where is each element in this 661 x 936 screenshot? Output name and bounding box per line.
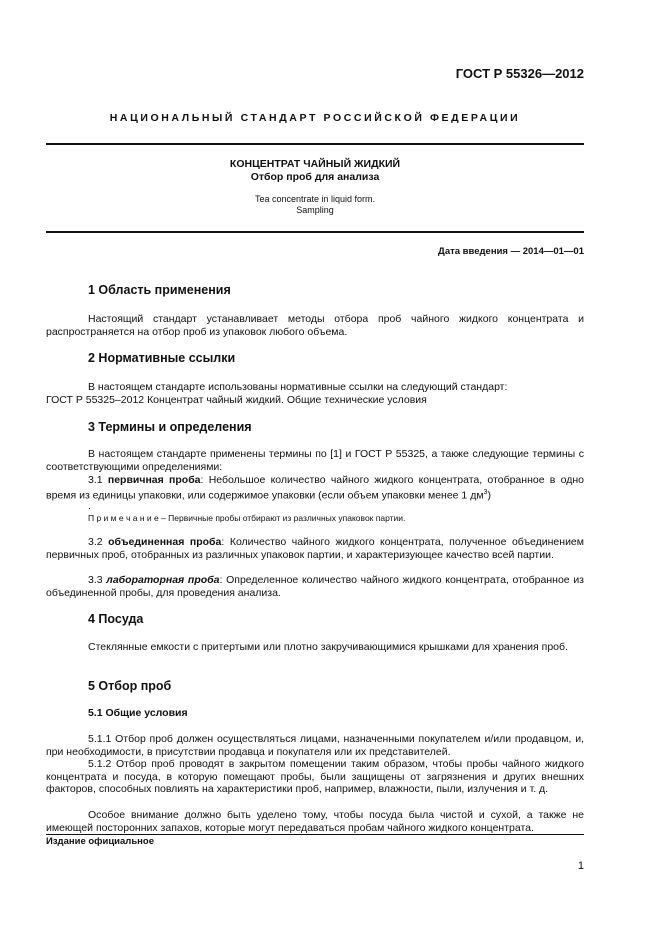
clause-5-1-1: 5.1.1 Отбор проб должен осуществляться лицами, назначенными покупателем и/или продавцом, и, при необходимости, в присутствии продавца и покупателя или их представителей. xyxy=(46,733,584,758)
term-3-3-number: 3.3 xyxy=(88,574,107,586)
section-2-line2: ГОСТ Р 55325–2012 Концентрат чайный жидкий. Общие технические условия xyxy=(46,394,427,406)
national-standard-banner: НАЦИОНАЛЬНЫЙ СТАНДАРТ РОССИЙСКОЙ ФЕДЕРАЦИИ xyxy=(109,112,521,124)
section-2-heading: 2 Нормативные ссылки xyxy=(88,351,236,365)
title-bottom-rule xyxy=(46,231,584,233)
footer-rule xyxy=(46,834,584,835)
section-3-heading: 3 Термины и определения xyxy=(88,420,252,434)
document-page xyxy=(46,0,584,936)
term-3-3 xyxy=(46,574,584,599)
term-3-2-definition: : Количество чайного жидкого концентрата, полученное объединением первичных проб, отобранных из различных упаковок партии, и характеризующее качество всей партии. xyxy=(46,536,584,561)
term-3-2-name: объединенная проба xyxy=(108,536,222,548)
title-block xyxy=(46,158,584,216)
term-3-1-end: ) xyxy=(487,489,491,502)
term-3-3-definition: : Определенное количество чайного жидкого концентрата, отобранное из объединенной пробы, для проведения анализа. xyxy=(46,574,585,599)
term-3-3-name: лабораторная проба xyxy=(106,574,220,586)
page-number: 1 xyxy=(577,860,584,872)
section-5-1-heading: 5.1 Общие условия xyxy=(88,707,188,719)
top-rule xyxy=(46,143,584,145)
section-1-text: Настоящий стандарт устанавливает методы отбора проб чайного жидкого концентрата и распространяется на отбор проб из упаковок любого объема. xyxy=(46,313,584,338)
term-3-1-definition: : Небольшое количество чайного жидкого концентрата, отобранное в одно время из единицы упаковки, или содержимое упаковки (если объем упаковки менее 1 дм xyxy=(46,474,585,502)
gost-code: ГОСТ Р 55326—2012 xyxy=(455,66,584,81)
clause-5-1-2-continued: Особое внимание должно быть уделено тому, чтобы посуда была чистой и сухой, а также не имеющей посторонних запахов, которые могут передаваться пробам чайного жидкого концентрата. xyxy=(46,809,584,834)
term-3-2-number: 3.2 xyxy=(88,536,109,548)
section-1-heading: 1 Область применения xyxy=(88,283,231,297)
section-4-text: Стеклянные емкости с притертыми или плотно закручивающимися крышками для хранения проб. xyxy=(88,641,568,653)
term-3-2 xyxy=(46,536,584,561)
section-3-intro: В настоящем стандарте применены термины по [1] и ГОСТ Р 55325, а также следующие термины с соответствующими определениями: xyxy=(46,448,584,473)
term-3-1 xyxy=(46,474,584,502)
introduction-date: Дата введения — 2014—01—01 xyxy=(438,246,584,257)
english-title-line1: Tea concentrate in liquid form. xyxy=(254,194,376,204)
english-title xyxy=(46,194,584,216)
term-3-1-dot: . xyxy=(88,500,91,512)
english-title-line2: Sampling xyxy=(296,205,334,215)
section-4-heading: 4 Посуда xyxy=(88,612,144,626)
note-3-1: П р и м е ч а н и е – Первичные пробы отбирают из различных упаковок партии. xyxy=(88,513,406,523)
document-subtitle: Отбор проб для анализа xyxy=(250,171,380,183)
section-2-line1: В настоящем стандарте использованы нормативные ссылки на следующий стандарт: xyxy=(88,381,508,393)
document-title: КОНЦЕНТРАТ ЧАЙНЫЙ ЖИДКИЙ xyxy=(229,158,401,170)
term-3-1-name: первичная проба xyxy=(107,474,201,486)
official-edition-label: Издание официальное xyxy=(46,836,154,847)
section-5-heading: 5 Отбор проб xyxy=(88,679,172,693)
term-3-1-superscript: 3 xyxy=(483,488,488,496)
term-3-1-number: 3.1 xyxy=(88,474,108,486)
clause-5-1-2: 5.1.2 Отбор проб проводят в закрытом помещении таким образом, чтобы пробы чайного жидкого концентрата и посуда, в которую помещают пробы, были защищены от загрязнения и других внешних факторов, способных повлиять на характеристики проб, например, влажности, пыли, излучения и т. д. xyxy=(46,758,584,796)
